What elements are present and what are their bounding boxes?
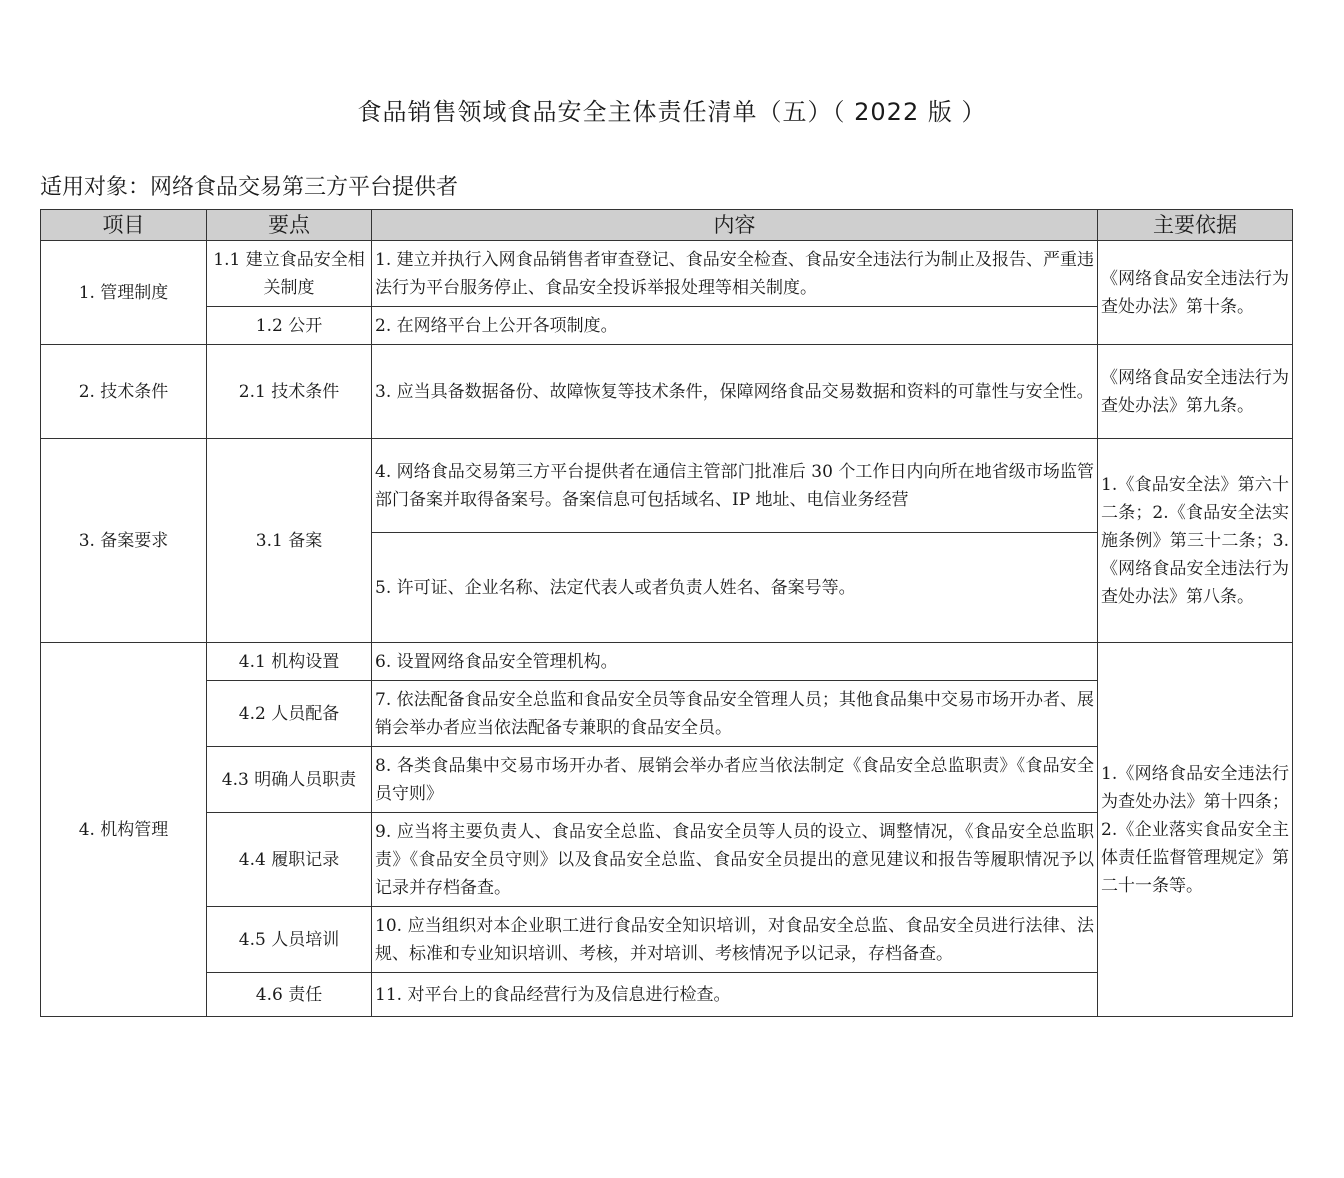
point-cell: 4.3 明确人员职责 bbox=[207, 747, 372, 813]
point-cell: 4.5 人员培训 bbox=[207, 907, 372, 973]
point-cell: 3.1 备案 bbox=[207, 439, 372, 643]
header-basis: 主要依据 bbox=[1098, 210, 1293, 241]
content-cell: 2. 在网络平台上公开各项制度。 bbox=[372, 307, 1098, 345]
content-cell: 3. 应当具备数据备份、故障恢复等技术条件，保障网络食品交易数据和资料的可靠性与安全性。 bbox=[372, 345, 1098, 439]
item-cell: 4. 机构管理 bbox=[41, 643, 207, 1017]
content-cell: 8. 各类食品集中交易市场开办者、展销会举办者应当依法制定《食品安全总监职责》《食品安全员守则》 bbox=[372, 747, 1098, 813]
document-title: 食品销售领域食品安全主体责任清单（五）（ 2022 版 ） bbox=[357, 98, 987, 126]
table-row bbox=[41, 241, 1293, 307]
content-cell: 7. 依法配备食品安全总监和食品安全员等食品安全管理人员；其他食品集中交易市场开办者、展销会举办者应当依法配备专兼职的食品安全员。 bbox=[372, 681, 1098, 747]
table-row bbox=[41, 439, 1293, 533]
item-cell: 3. 备案要求 bbox=[41, 439, 207, 643]
point-cell: 4.4 履职记录 bbox=[207, 813, 372, 907]
responsibility-table bbox=[40, 209, 1293, 1017]
point-cell: 2.1 技术条件 bbox=[207, 345, 372, 439]
basis-cell: 《网络食品安全违法行为查处办法》第十条。 bbox=[1098, 241, 1293, 345]
item-cell: 2. 技术条件 bbox=[41, 345, 207, 439]
header-content: 内容 bbox=[372, 210, 1098, 241]
basis-cell: 1.《食品安全法》第六十二条；2.《食品安全法实施条例》第三十二条；3.《网络食品安全违法行为查处办法》第八条。 bbox=[1098, 439, 1293, 643]
content-cell: 10. 应当组织对本企业职工进行食品安全知识培训，对食品安全总监、食品安全员进行法律、法规、标准和专业知识培训、考核，并对培训、考核情况予以记录，存档备查。 bbox=[372, 907, 1098, 973]
point-cell: 4.1 机构设置 bbox=[207, 643, 372, 681]
content-cell: 5. 许可证、企业名称、法定代表人或者负责人姓名、备案号等。 bbox=[372, 533, 1098, 643]
content-cell: 1. 建立并执行入网食品销售者审查登记、食品安全检查、食品安全违法行为制止及报告、严重违法行为平台服务停止、食品安全投诉举报处理等相关制度。 bbox=[372, 241, 1098, 307]
item-cell: 1. 管理制度 bbox=[41, 241, 207, 345]
basis-cell: 1.《网络食品安全违法行为查处办法》第十四条；2.《企业落实食品安全主体责任监督管理规定》第二十一条等。 bbox=[1098, 643, 1293, 1017]
point-cell: 4.6 责任 bbox=[207, 973, 372, 1017]
applicable-subject: 适用对象：网络食品交易第三方平台提供者 bbox=[40, 175, 459, 200]
content-cell: 6. 设置网络食品安全管理机构。 bbox=[372, 643, 1098, 681]
content-cell: 4. 网络食品交易第三方平台提供者在通信主管部门批准后 30 个工作日内向所在地省级市场监管部门备案并取得备案号。备案信息可包括域名、IP 地址、电信业务经营 bbox=[372, 439, 1098, 533]
point-cell: 1.2 公开 bbox=[207, 307, 372, 345]
content-cell: 11. 对平台上的食品经营行为及信息进行检查。 bbox=[372, 973, 1098, 1017]
table-row bbox=[41, 345, 1293, 439]
table-row bbox=[41, 643, 1293, 681]
header-point: 要点 bbox=[207, 210, 372, 241]
point-cell: 4.2 人员配备 bbox=[207, 681, 372, 747]
basis-cell: 《网络食品安全违法行为查处办法》第九条。 bbox=[1098, 345, 1293, 439]
content-cell: 9. 应当将主要负责人、食品安全总监、食品安全员等人员的设立、调整情况，《食品安全总监职责》《食品安全员守则》以及食品安全总监、食品安全员提出的意见建议和报告等履职情况予以记录并存档备查。 bbox=[372, 813, 1098, 907]
point-cell: 1.1 建立食品安全相关制度 bbox=[207, 241, 372, 307]
header-item: 项目 bbox=[41, 210, 207, 241]
table-header-row bbox=[41, 210, 1293, 241]
